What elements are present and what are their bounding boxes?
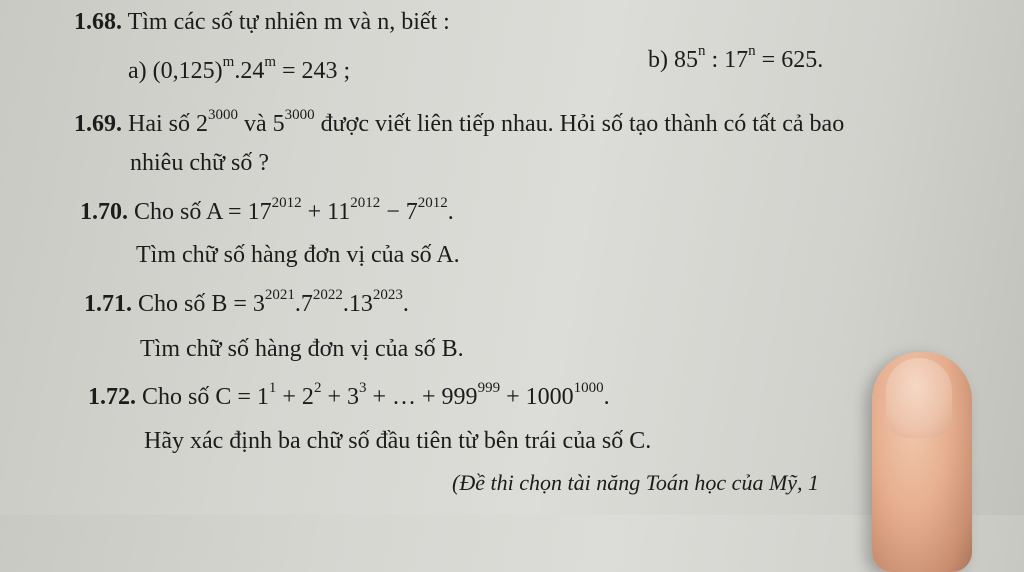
- problem-text: .7: [294, 291, 313, 317]
- exponent: 2: [313, 380, 322, 396]
- problem-text: − 7: [380, 199, 418, 225]
- problem-text: .: [447, 199, 454, 225]
- part-b-mid: : 17: [705, 47, 749, 73]
- problem-1-72-line2: Hãy xác định ba chữ số đầu tiên từ bên trái của số C.: [144, 428, 652, 454]
- exponent: m: [222, 54, 235, 70]
- problem-1-69-line1: [74, 107, 845, 137]
- exponent: 2023: [372, 287, 403, 303]
- problem-1-72-line1: [88, 380, 610, 410]
- problem-text: Cho số B = 3: [132, 291, 265, 317]
- problem-text: được viết liên tiếp nhau. Hỏi số tạo thành có tất cả bao: [314, 111, 845, 137]
- exponent: 2021: [264, 287, 295, 303]
- problem-text: .13: [342, 291, 373, 317]
- exponent: 1000: [573, 380, 604, 396]
- part-b-base: b) 85: [648, 47, 698, 73]
- source-citation: (Đề thi chọn tài năng Toán học của Mỹ, 1: [452, 470, 820, 495]
- problem-1-68-part-a: [128, 54, 351, 84]
- part-b-end: = 625.: [755, 47, 824, 73]
- problem-text: Tìm các số tự nhiên m và n, biết :: [127, 9, 450, 35]
- thumbnail: [886, 358, 952, 438]
- exponent: n: [698, 43, 706, 59]
- exponent: 2022: [312, 287, 343, 303]
- problem-text: .: [603, 384, 610, 410]
- problem-text: .: [402, 291, 409, 317]
- problem-1-69-line2: nhiêu chữ số ?: [130, 150, 269, 176]
- exponent: 3: [358, 380, 367, 396]
- problem-text: Cho số C = 1: [136, 384, 269, 410]
- problem-number: 1.71.: [84, 291, 132, 317]
- problem-text: và 5: [238, 111, 285, 137]
- problem-1-70-line2: Tìm chữ số hàng đơn vị của số A.: [136, 242, 460, 268]
- problem-1-68-heading: [74, 10, 450, 34]
- problem-1-71-line1: [84, 287, 409, 317]
- exponent: 1: [268, 380, 277, 396]
- exponent: 3000: [284, 107, 315, 123]
- problem-1-70-line1: [80, 195, 454, 225]
- exponent: 3000: [208, 107, 238, 123]
- exponent: 2012: [417, 195, 448, 211]
- problem-number: 1.72.: [88, 384, 136, 410]
- part-a-end: = 243 ;: [275, 58, 351, 84]
- problem-text: + … + 999: [366, 384, 478, 410]
- problem-text: + 1000: [500, 384, 574, 410]
- problem-text: Cho số A = 17: [128, 199, 272, 225]
- problem-text: + 3: [321, 384, 359, 410]
- problem-text: Hai số 2: [122, 111, 208, 137]
- problem-1-71-line2: Tìm chữ số hàng đơn vị của số B.: [140, 336, 464, 362]
- problem-1-68-part-b: [648, 43, 824, 73]
- problem-text: + 11: [301, 199, 351, 225]
- problem-number: 1.69.: [74, 111, 122, 137]
- part-a-mid: .24: [234, 58, 265, 84]
- exponent: n: [748, 43, 756, 59]
- exponent: 2012: [350, 195, 381, 211]
- part-a-base: a) (0,125): [128, 58, 223, 84]
- problem-number: 1.68.: [74, 9, 122, 35]
- problem-number: 1.70.: [80, 199, 128, 225]
- exponent: m: [264, 54, 276, 70]
- problem-text: + 2: [276, 384, 314, 410]
- exponent: 999: [477, 380, 501, 396]
- exponent: 2012: [271, 195, 302, 211]
